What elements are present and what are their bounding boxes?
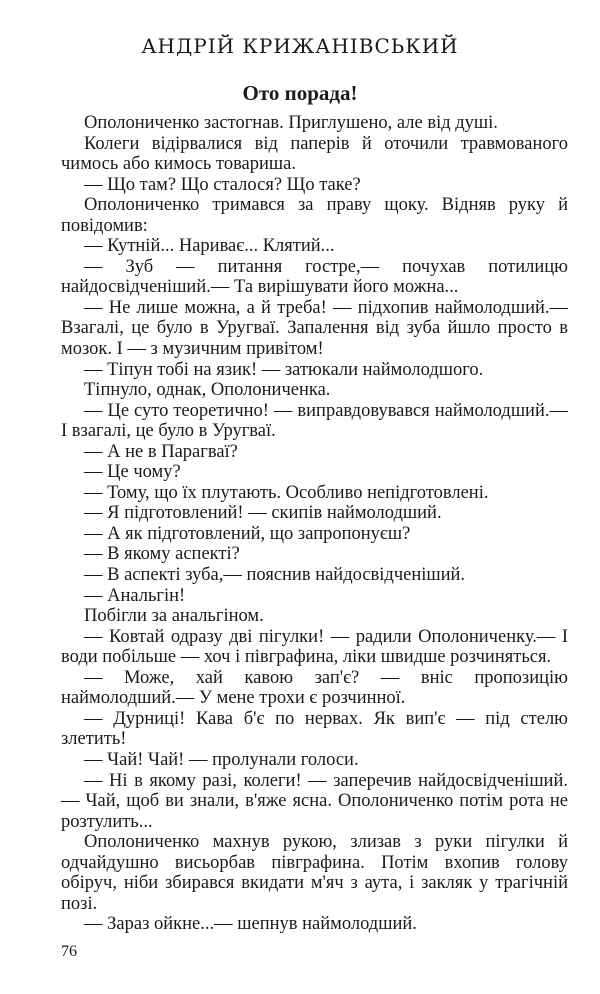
story-text: [61, 113, 568, 935]
paragraph: — Кутній... Нариває... Клятий...: [84, 236, 335, 257]
paragraph: Побігли за анальгіном.: [84, 606, 264, 627]
paragraph: — Анальгін!: [84, 585, 186, 606]
paragraph: Ополониченко тримався за праву щоку. Відняв руку й повідомив:: [61, 195, 568, 236]
paragraph: — Може, хай кавою зап'є? — вніс пропозицію наймолодший.— У мене трохи є розчинної.: [61, 667, 568, 709]
paragraph: — Тому, що їх плутають. Особливо непідготовлені.: [84, 482, 489, 503]
paragraph: — В аспекті зуба,— пояснив найдосвідченіший.: [84, 565, 466, 586]
paragraph: Тіпнуло, однак, Ополониченка.: [84, 380, 331, 401]
paragraph: — А не в Парагваї?: [84, 441, 238, 462]
paragraph: — Що там? Що сталося? Що таке?: [84, 174, 361, 195]
paragraph: — А як підготовлений, що запропонуєш?: [84, 523, 411, 544]
paragraph: Ополониченко махнув рукою, злизав з руки пігулки й одчайдушно висьорбав півграфина. Потім вхопив голову обіруч, ніби збирався вкидати м'яч з аута, і закляк у трагічній позі.: [61, 832, 568, 914]
story-title: Ото порада!: [242, 81, 358, 105]
paragraph: — Чай! Чай! — пролунали голоси.: [84, 749, 359, 770]
paragraph: — Я підготовлений! — скипів наймолодший.: [84, 503, 442, 524]
paragraph: Колеги відірвалися від паперів й оточили травмованого чимось або кимось товариша.: [61, 133, 568, 175]
paragraph: — Не лише можна, а й треба! — підхопив наймолодший.— Взагалі, це було в Уругваї. Запалення від зуба йшло просто в мозок. І — з музичним привітом!: [61, 297, 568, 360]
paragraph: — Зараз ойкне...— шепнув наймолодший.: [84, 914, 417, 935]
paragraph: — Тіпун тобі на язик! — затюкали наймолодшого.: [84, 359, 484, 380]
paragraph: — Це чому?: [84, 462, 181, 483]
paragraph: — Зуб — питання гостре,— почухав потилицю найдосвідченіший.— Та вирішувати його можна...: [61, 256, 568, 298]
paragraph: — В якому аспекті?: [84, 544, 240, 565]
paragraph: — Ковтай одразу дві пігулки! — радили Ополониченку.— І води побільше — хоч і півграфина, ліки швидше розчиняться.: [61, 626, 568, 668]
paragraph: — Це суто теоретично! — виправдовувався наймолодший.— І взагалі, це було в Уругваї.: [61, 400, 568, 442]
author-name: АНДРІЙ КРИЖАНІВСЬКИЙ: [141, 34, 459, 58]
paragraph: — Ні в якому разі, колеги! — заперечив найдосвідченіший.— Чай, щоб ви знали, в'яже ясна. Ополониченко потім рота не розтулить...: [61, 770, 568, 832]
paragraph: Ополониченко застогнав. Приглушено, але від душі.: [84, 113, 498, 133]
page-number: 76: [61, 943, 77, 960]
paragraph: — Дурниці! Кава б'є по нервах. Як вип'є — під стелю злетить!: [61, 708, 568, 750]
